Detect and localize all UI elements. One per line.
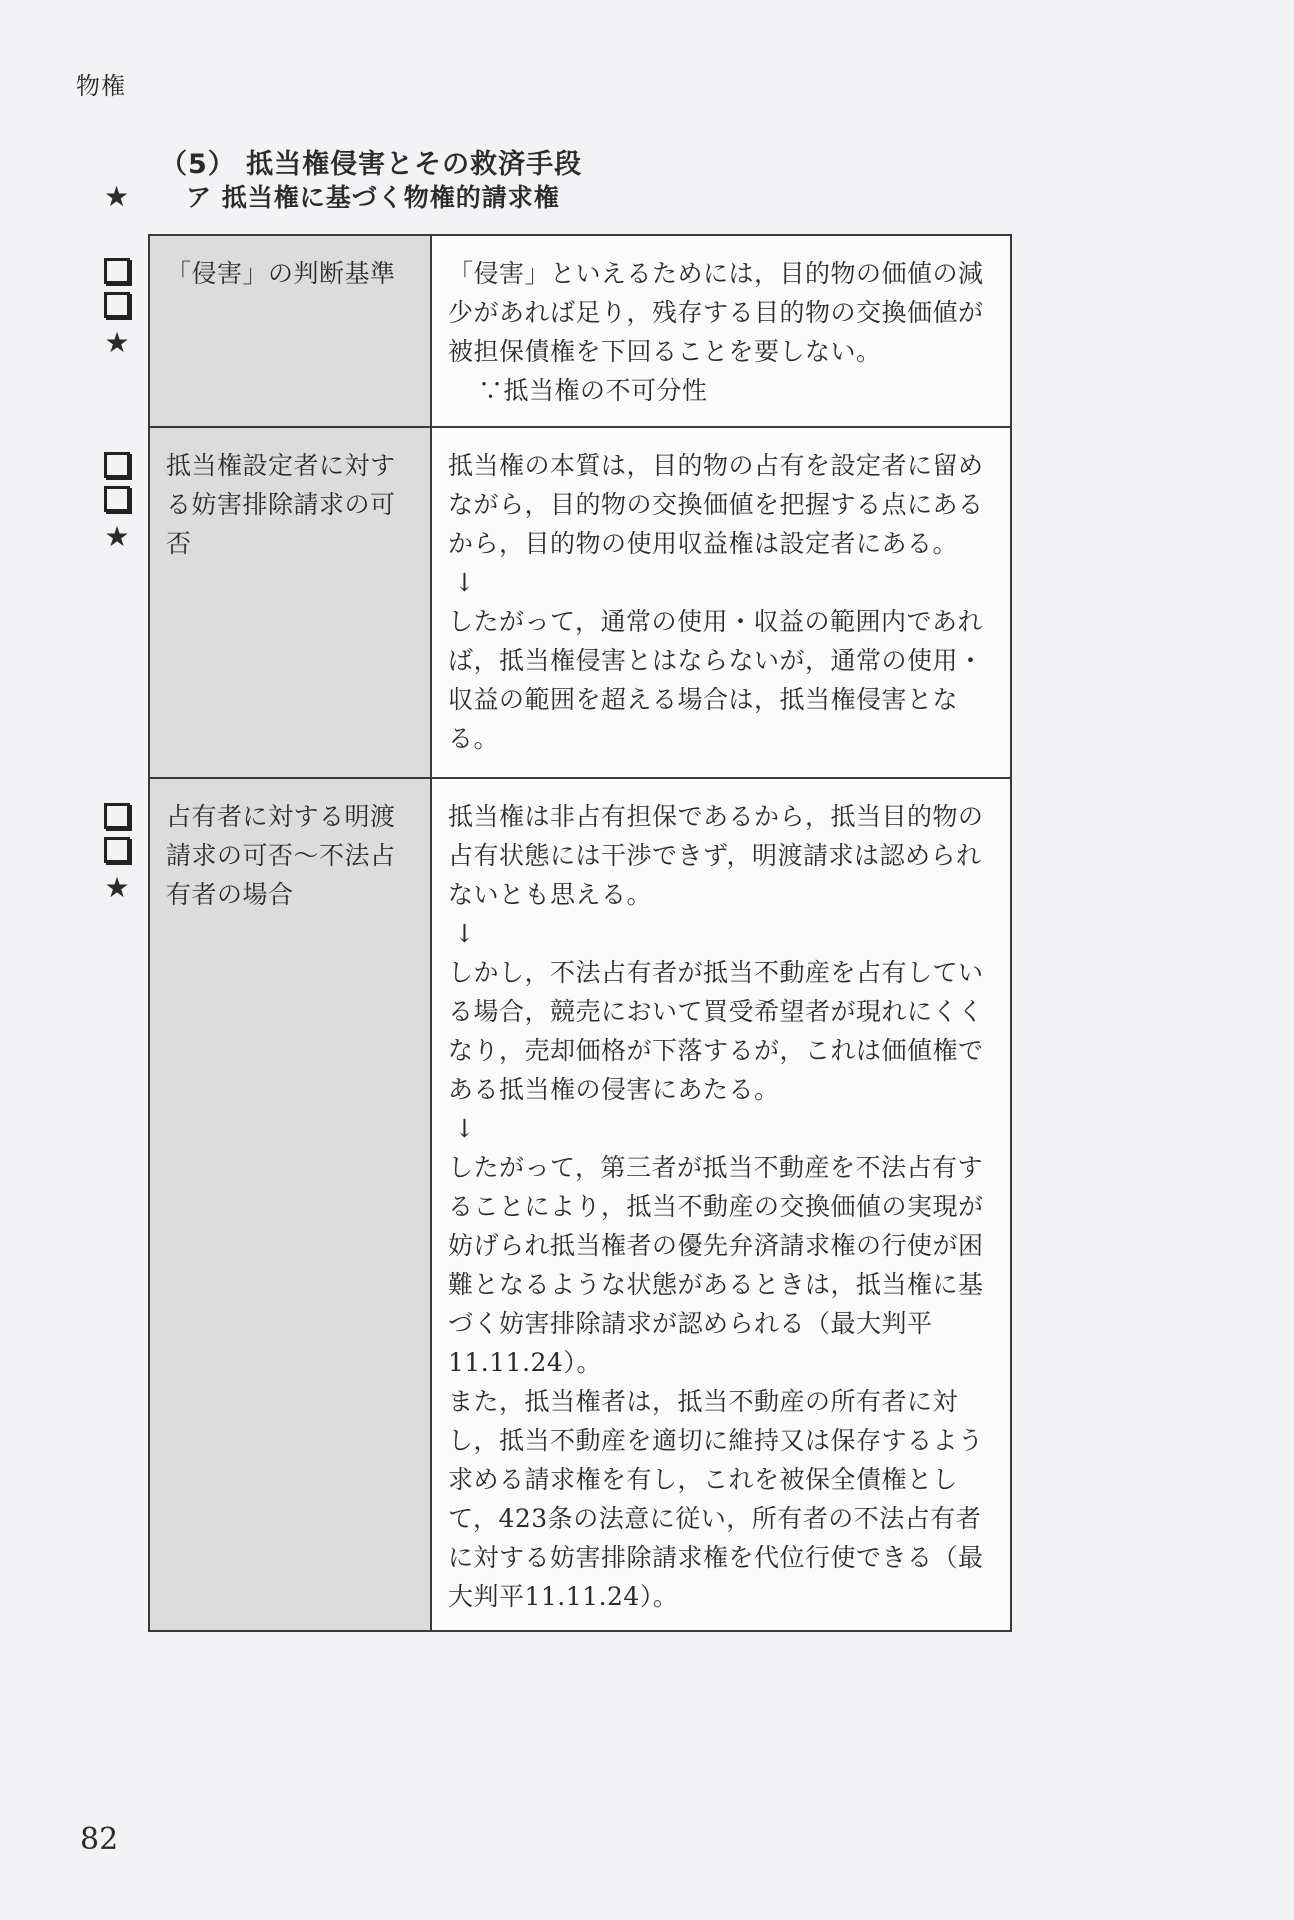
content-paragraph: 「侵害」といえるためには，目的物の価値の減少があれば足り，残存する目的物の交換価値が被担保債権を下回ることを要しない。 [448,259,984,366]
content-paragraph: しかし，不法占有者が抵当不動産を占有している場合，競売において買受希望者が現れにくくなり，売却価格が下落するが，これは価値権である抵当権の侵害にあたる。 [448,958,984,1104]
content-paragraph: ∵抵当権の不可分性 [478,376,708,405]
down-arrow-icon: ↓ [454,919,476,948]
summary-table [148,234,1012,1632]
table-row [150,779,1010,1632]
row-content [432,236,1010,426]
subsection-title: ア 抵当権に基づく物権的請求権 [186,183,560,212]
running-header: 物権 [76,72,126,100]
checkbox-icon[interactable] [104,258,130,284]
down-arrow-icon: ↓ [454,1114,476,1143]
row-content [432,779,1010,1630]
row-label: 「侵害」の判断基準 [150,236,432,426]
down-arrow-icon: ↓ [454,568,476,597]
importance-star-icon: ★ [104,871,130,904]
row-markers-1 [102,252,132,360]
importance-star-icon: ★ [104,180,131,213]
checkbox-icon[interactable] [104,837,130,863]
importance-star-icon: ★ [104,326,130,359]
section-title: （5） 抵当権侵害とその救済手段 [160,149,583,180]
row-content [432,428,1010,777]
table-row [150,236,1010,428]
content-paragraph: 抵当権の本質は，目的物の占有を設定者に留めながら，目的物の交換価値を把握する点にあるから，目的物の使用収益権は設定者にある。 [448,451,984,558]
checkbox-icon[interactable] [104,803,130,829]
subsection-heading [104,178,560,214]
content-paragraph: 抵当権は非占有担保であるから，抵当目的物の占有状態には干渉できず，明渡請求は認められないとも思える。 [448,802,984,909]
row-label: 占有者に対する明渡請求の可否〜不法占有者の場合 [150,779,432,1630]
checkbox-icon[interactable] [104,486,130,512]
row-markers-3 [102,797,132,905]
row-label: 抵当権設定者に対する妨害排除請求の可否 [150,428,432,777]
checkbox-icon[interactable] [104,292,130,318]
table-row [150,428,1010,779]
page-number: 82 [80,1822,119,1857]
content-paragraph: したがって，通常の使用・収益の範囲内であれば，抵当権侵害とはならないが，通常の使用・収益の範囲を超える場合は，抵当権侵害となる。 [448,607,984,753]
checkbox-icon[interactable] [104,452,130,478]
content-paragraph: また，抵当権者は，抵当不動産の所有者に対し，抵当不動産を適切に維持又は保存するよう求める請求権を有し，これを被保全債権として，423条の法意に従い，所有者の不法占有者に対する妨害排除請求権を代位行使できる（最大判平11.11.24）。 [448,1387,984,1611]
content-paragraph: したがって，第三者が抵当不動産を不法占有することにより，抵当不動産の交換価値の実現が妨げられ抵当権者の優先弁済請求権の行使が困難となるような状態があるときは，抵当権に基づく妨害排除請求が認められる（最大判平11.11.24）。 [448,1153,984,1377]
importance-star-icon: ★ [104,520,130,553]
row-markers-2 [102,446,132,554]
